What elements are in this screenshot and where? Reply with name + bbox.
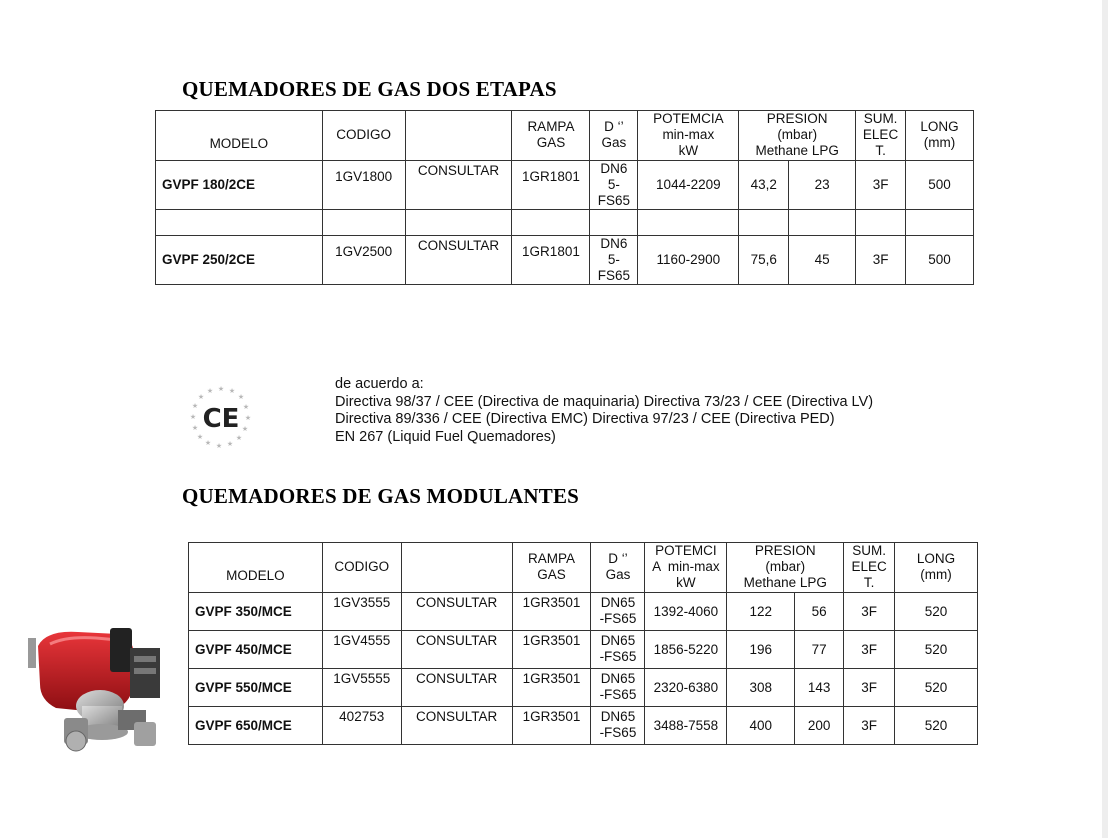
header-codigo: CODIGO [322, 543, 401, 593]
header-long [895, 543, 978, 593]
cell-line: 5- [607, 252, 620, 267]
cell-modelo: GVPF 250/2CE [156, 236, 323, 285]
cell-sum: 3F [856, 236, 906, 285]
header-d [590, 111, 638, 161]
header-line: A min-max [652, 559, 720, 574]
header-line: D ‘’ [604, 119, 624, 134]
svg-text:★: ★ [215, 442, 223, 450]
cell-potencia: 1044-2209 [638, 161, 739, 210]
header-line: LONG [916, 551, 956, 566]
cell-lpg: 45 [789, 236, 856, 285]
cert-line: EN 267 (Liquid Fuel Quemadores) [335, 428, 556, 445]
section-title-dos-etapas: QUEMADORES DE GAS DOS ETAPAS [182, 77, 557, 101]
header-line: ELEC [862, 127, 899, 142]
header-line: PRESION [766, 111, 828, 126]
cell-codigo: 1GV3555 [322, 593, 401, 631]
cell-empty [590, 210, 638, 236]
header-sum [844, 543, 895, 593]
cell-line: -FS65 [599, 725, 637, 740]
cell-sum: 3F [856, 161, 906, 210]
header-presion [727, 543, 844, 593]
certification-text [335, 376, 873, 446]
cell-precio: CONSULTAR [405, 161, 512, 210]
cell-rampa: 1GR3501 [512, 593, 591, 631]
header-d [591, 543, 645, 593]
header-line: PRESION [754, 543, 816, 558]
cell-potencia: 1856-5220 [645, 631, 727, 669]
ce-mark-icon [186, 382, 256, 452]
page-edge [1102, 0, 1108, 838]
cell-sum: 3F [844, 707, 895, 745]
header-line: SUM. [863, 111, 898, 126]
cell-modelo: GVPF 450/MCE [189, 631, 323, 669]
header-line: LONG [920, 119, 959, 134]
cell-line: 5- [607, 177, 620, 192]
header-line: GAS [537, 567, 566, 582]
cell-methane: 400 [727, 707, 795, 745]
header-line: ELEC [851, 559, 887, 574]
header-line: RAMPA [527, 119, 575, 134]
cell-long: 520 [895, 593, 978, 631]
header-line: POTEMCI [655, 543, 717, 558]
svg-text:★: ★ [191, 424, 199, 432]
table-row [189, 669, 978, 707]
header-line: POTEMCIA [653, 111, 724, 126]
table-row-empty [156, 210, 974, 236]
cell-rampa: 1GR1801 [512, 236, 590, 285]
table-header-row [156, 111, 974, 161]
cell-d [591, 669, 645, 707]
table-modulantes [188, 542, 978, 745]
cell-line: -FS65 [599, 611, 637, 626]
cell-methane: 308 [727, 669, 795, 707]
cell-lpg: 200 [795, 707, 844, 745]
cell-line: DN6 [600, 236, 628, 251]
cell-precio: CONSULTAR [401, 707, 512, 745]
cell-codigo: 1GV4555 [322, 631, 401, 669]
cell-d [591, 707, 645, 745]
cell-empty [156, 210, 323, 236]
cell-d [591, 631, 645, 669]
table-row [156, 161, 974, 210]
cell-lpg: 77 [795, 631, 844, 669]
cell-sum: 3F [844, 593, 895, 631]
cell-methane: 75,6 [739, 236, 789, 285]
header-line: RAMPA [528, 551, 576, 566]
cell-line: -FS65 [599, 649, 637, 664]
cell-line: DN65 [600, 633, 636, 648]
table-row [189, 707, 978, 745]
cell-codigo: 1GV5555 [322, 669, 401, 707]
table-row [189, 631, 978, 669]
cell-empty [322, 210, 405, 236]
header-line: T. [863, 575, 875, 590]
header-line: kW [678, 143, 699, 158]
svg-text:★: ★ [189, 413, 197, 421]
header-long [906, 111, 974, 161]
cell-lpg: 143 [795, 669, 844, 707]
cell-empty [906, 210, 974, 236]
svg-text:★: ★ [196, 433, 204, 441]
svg-text:★: ★ [244, 414, 252, 422]
cell-rampa: 1GR3501 [512, 631, 591, 669]
cell-empty [405, 210, 512, 236]
svg-text:★: ★ [235, 434, 243, 442]
header-line: (mbar) [765, 559, 806, 574]
cell-line: DN65 [600, 671, 636, 686]
svg-text:★: ★ [191, 402, 199, 410]
cell-codigo: 1GV2500 [322, 236, 405, 285]
svg-text:★: ★ [197, 393, 205, 401]
cell-potencia: 3488-7558 [645, 707, 727, 745]
cell-potencia: 2320-6380 [645, 669, 727, 707]
cell-empty [789, 210, 856, 236]
cert-line: Directiva 89/336 / CEE (Directiva EMC) Directiva 97/23 / CEE (Directiva PED) [335, 411, 835, 427]
header-line: min-max [662, 127, 715, 142]
svg-text:★: ★ [226, 440, 234, 448]
cell-precio: CONSULTAR [405, 236, 512, 285]
cell-modelo: GVPF 180/2CE [156, 161, 323, 210]
header-presion [739, 111, 856, 161]
table-header-row [189, 543, 978, 593]
section-title-modulantes: QUEMADORES DE GAS MODULANTES [182, 484, 580, 508]
cell-empty [512, 210, 590, 236]
table-dos-etapas [155, 110, 974, 285]
header-line: Gas [605, 567, 631, 582]
header-line: kW [676, 575, 696, 590]
cell-potencia: 1392-4060 [645, 593, 727, 631]
cell-line: -FS65 [599, 687, 637, 702]
header-rampa [512, 543, 591, 593]
cell-sum: 3F [844, 669, 895, 707]
header-line: (mm) [923, 135, 956, 150]
header-line: Gas [601, 135, 627, 150]
cell-long: 520 [895, 669, 978, 707]
header-sum [856, 111, 906, 161]
cell-line: FS65 [597, 193, 631, 208]
svg-text:★: ★ [204, 439, 212, 447]
cell-d [591, 593, 645, 631]
cell-modelo: GVPF 650/MCE [189, 707, 323, 745]
cell-long: 500 [906, 161, 974, 210]
svg-text:★: ★ [206, 387, 214, 395]
header-modelo: MODELO [189, 543, 323, 593]
cell-methane: 43,2 [739, 161, 789, 210]
cell-sum: 3F [844, 631, 895, 669]
cell-line: DN65 [600, 709, 636, 724]
header-blank [405, 111, 512, 161]
cell-line: FS65 [597, 268, 631, 283]
header-line: GAS [536, 135, 566, 150]
cell-precio: CONSULTAR [401, 631, 512, 669]
ce-mark-text: CE [202, 404, 240, 434]
cert-line: Directiva 98/37 / CEE (Directiva de maquinaria) Directiva 73/23 / CEE (Directiva LV) [335, 393, 874, 410]
header-codigo: CODIGO [322, 111, 405, 161]
cell-modelo: GVPF 350/MCE [189, 593, 323, 631]
svg-text:★: ★ [237, 393, 245, 401]
header-potencia [638, 111, 739, 161]
table-row [189, 593, 978, 631]
cell-long: 520 [895, 707, 978, 745]
cell-line: DN6 [600, 161, 628, 176]
svg-text:★: ★ [242, 403, 250, 411]
cell-codigo: 1GV1800 [322, 161, 405, 210]
svg-text:★: ★ [241, 425, 249, 433]
cell-methane: 122 [727, 593, 795, 631]
cell-line: DN65 [600, 595, 636, 610]
cell-modelo: GVPF 550/MCE [189, 669, 323, 707]
header-modelo: MODELO [156, 111, 323, 161]
header-line: T. [875, 143, 886, 158]
table-row [156, 236, 974, 285]
cell-empty [739, 210, 789, 236]
cell-rampa: 1GR1801 [512, 161, 590, 210]
cert-line: de acuerdo a: [335, 376, 424, 392]
cell-rampa: 1GR3501 [512, 707, 591, 745]
header-line: (mbar) [777, 127, 818, 142]
header-potencia [645, 543, 727, 593]
burner-image [26, 626, 164, 754]
header-rampa [512, 111, 590, 161]
cell-d [590, 236, 638, 285]
cell-rampa: 1GR3501 [512, 669, 591, 707]
header-line: D ‘’ [608, 551, 628, 566]
cell-long: 520 [895, 631, 978, 669]
svg-text:★: ★ [228, 387, 236, 395]
svg-text:★: ★ [217, 385, 225, 393]
cell-empty [856, 210, 906, 236]
cell-d [590, 161, 638, 210]
header-line: Methane LPG [743, 575, 827, 590]
header-blank [401, 543, 512, 593]
cell-codigo: 402753 [322, 707, 401, 745]
cell-potencia: 1160-2900 [638, 236, 739, 285]
cell-lpg: 56 [795, 593, 844, 631]
cell-long: 500 [906, 236, 974, 285]
cell-empty [638, 210, 739, 236]
header-line: SUM. [852, 543, 886, 558]
header-line: Methane LPG [755, 143, 839, 158]
cell-precio: CONSULTAR [401, 669, 512, 707]
cell-lpg: 23 [789, 161, 856, 210]
cell-methane: 196 [727, 631, 795, 669]
cell-precio: CONSULTAR [401, 593, 512, 631]
header-line: (mm) [920, 567, 952, 582]
